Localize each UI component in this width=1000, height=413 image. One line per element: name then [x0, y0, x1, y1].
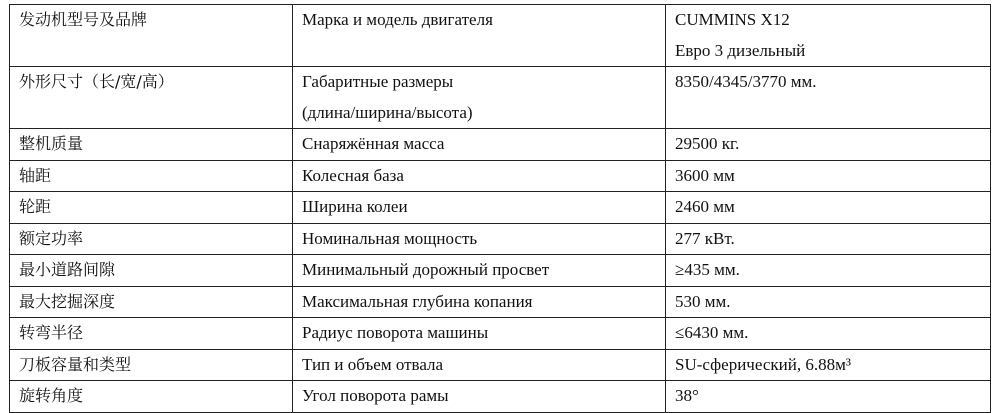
param-cn: [10, 286, 293, 318]
param-cn: [10, 67, 293, 129]
param-ru: [293, 223, 666, 255]
param-ru: [293, 349, 666, 381]
cell-text: Евро 3 дизельный: [675, 40, 806, 60]
param-value: [666, 67, 991, 129]
param-ru: [293, 5, 666, 67]
cell-text: Колесная база: [302, 165, 404, 185]
cell-text: 转弯半径: [19, 323, 84, 342]
cell-text: Ширина колеи: [302, 197, 408, 216]
param-cn: [10, 160, 293, 192]
cell-text: SU-сферический, 6.88м³: [675, 354, 851, 374]
param-value: [666, 160, 991, 192]
cell-text: Максимальная глубина копания: [302, 291, 533, 311]
table-row: [10, 160, 991, 192]
param-cn: [10, 381, 293, 413]
param-ru: [293, 381, 666, 413]
param-value: [666, 286, 991, 318]
cell-text: 530 мм.: [675, 291, 731, 311]
cell-text: Минимальный дорожный просвет: [302, 260, 550, 279]
cell-text: Габаритные размеры: [302, 72, 454, 91]
param-cn: [10, 318, 293, 350]
cell-text: 最大挖掘深度: [19, 291, 116, 311]
param-ru: [293, 318, 666, 350]
param-cn: [10, 129, 293, 161]
param-value: [666, 223, 991, 255]
param-cn: [10, 349, 293, 381]
spec-table: [9, 4, 991, 413]
param-value: [666, 5, 991, 67]
param-cn: [10, 223, 293, 255]
cell-text: 2460 мм: [675, 197, 735, 216]
cell-text: 轮距: [19, 197, 52, 216]
param-value: [666, 381, 991, 413]
param-ru: [293, 255, 666, 287]
cell-text: 277 кВт.: [675, 228, 735, 248]
cell-text: 额定功率: [19, 228, 84, 248]
param-cn: [10, 5, 293, 67]
param-value: [666, 129, 991, 161]
table-row: [10, 129, 991, 161]
cell-text: Номинальная мощность: [302, 228, 478, 248]
param-value: [666, 318, 991, 350]
param-value: [666, 255, 991, 287]
table-row: [10, 381, 991, 413]
table-row: [10, 349, 991, 381]
cell-text: (длина/ширина/высота): [302, 102, 473, 122]
cell-text: Тип и объем отвала: [302, 354, 444, 374]
table-row: [10, 5, 991, 67]
param-value: [666, 192, 991, 224]
cell-text: 29500 кг.: [675, 134, 740, 153]
cell-text: 3600 мм: [675, 165, 735, 185]
cell-text: 最小道路间隙: [19, 260, 116, 279]
table-row: [10, 192, 991, 224]
cell-text: 发动机型号及品牌: [19, 10, 148, 29]
cell-text: Снаряжённая масса: [302, 134, 445, 153]
param-ru: [293, 67, 666, 129]
table-row: [10, 223, 991, 255]
param-cn: [10, 255, 293, 287]
param-ru: [293, 192, 666, 224]
table-row: [10, 255, 991, 287]
cell-text: 8350/4345/3770 мм.: [675, 72, 817, 91]
cell-text: 外形尺寸（长/宽/高）: [19, 72, 174, 91]
table-row: [10, 286, 991, 318]
cell-text: Марка и модель двигателя: [302, 10, 493, 29]
cell-text: 轴距: [19, 165, 52, 185]
table-row: [10, 318, 991, 350]
param-ru: [293, 286, 666, 318]
cell-text: CUMMINS X12: [675, 10, 790, 29]
cell-text: 整机质量: [19, 134, 84, 153]
param-ru: [293, 129, 666, 161]
cell-text: Радиус поворота машины: [302, 323, 489, 342]
table-row: [10, 67, 991, 129]
cell-text: 38°: [675, 386, 699, 405]
cell-text: Угол поворота рамы: [302, 386, 449, 405]
param-ru: [293, 160, 666, 192]
cell-text: 刀板容量和类型: [19, 354, 132, 374]
param-cn: [10, 192, 293, 224]
cell-text: ≥435 мм.: [675, 260, 740, 279]
cell-text: ≤6430 мм.: [675, 323, 749, 342]
cell-text: 旋转角度: [19, 386, 84, 405]
param-value: [666, 349, 991, 381]
